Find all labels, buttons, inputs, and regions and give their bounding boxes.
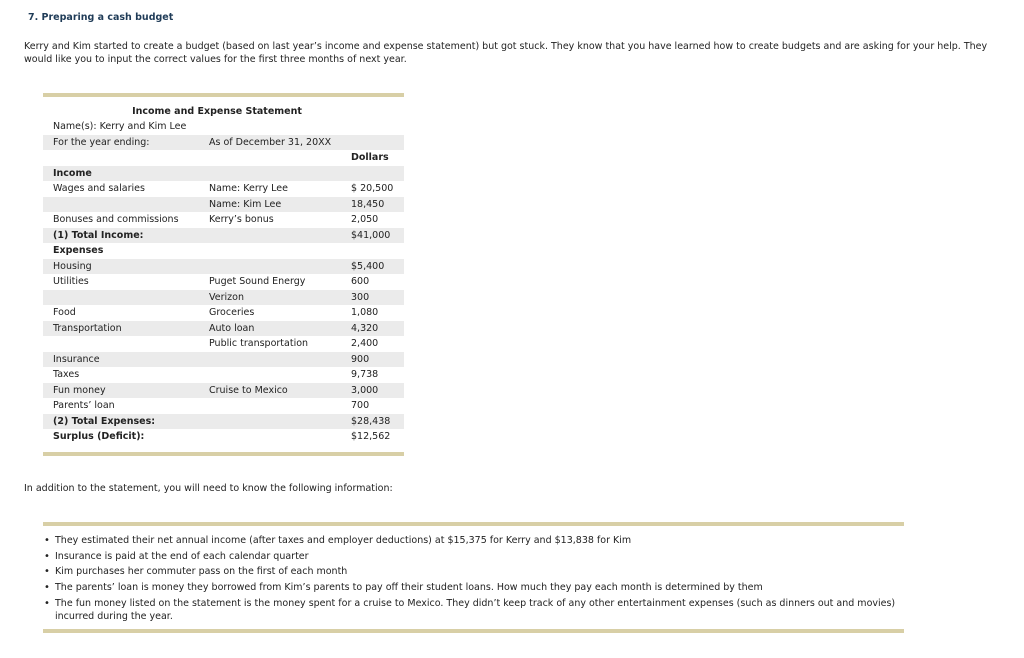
- statement-row: [43, 243, 404, 259]
- row-detail: Auto loan: [209, 322, 255, 334]
- row-category: Transportation: [53, 322, 122, 334]
- row-amount: 2,050: [351, 214, 379, 225]
- dollars-header: Dollars: [351, 152, 389, 163]
- row-category: Expenses: [53, 245, 104, 256]
- statement-row: [43, 259, 404, 275]
- bullet-dot-icon: •: [44, 597, 50, 609]
- row-detail: Puget Sound Energy: [209, 276, 306, 287]
- row-category: Surplus (Deficit):: [53, 431, 145, 442]
- additional-info-list: [43, 534, 904, 623]
- bullet-dot-icon: •: [44, 566, 50, 578]
- question-title: 7. Preparing a cash budget: [28, 12, 174, 23]
- row-category: Housing: [53, 260, 92, 272]
- bullet-dot-icon: •: [44, 550, 50, 562]
- row-detail: Cruise to Mexico: [209, 384, 288, 396]
- row-amount: $28,438: [351, 415, 391, 427]
- statement-row: [43, 352, 404, 368]
- row-category: (2) Total Expenses:: [53, 415, 156, 427]
- year-ending-value: As of December 31, 20XX: [209, 136, 332, 148]
- row-amount: $41,000: [351, 229, 391, 241]
- row-category: Parents’ loan: [53, 400, 115, 411]
- statement-row: [43, 429, 404, 445]
- bullet-dot-icon: •: [44, 535, 50, 546]
- additional-info-lead: In addition to the statement, you will need to know the following information:: [24, 483, 393, 494]
- row-category: Income: [53, 167, 92, 179]
- additional-info-box: [43, 522, 904, 633]
- info-bullet-text: The parents’ loan is money they borrowed from Kim’s parents to pay off their student loans. How much they pay each month is determined by them: [55, 582, 763, 594]
- statement-row: [43, 305, 404, 321]
- question-intro: Kerry and Kim started to create a budget (based on last year’s income and expense statement) but got stuck. They know that you have learned how to create budgets and are asking for your help. They would like you to input the correct values for the first three months of next year.: [24, 41, 988, 65]
- row-amount: 18,450: [351, 198, 385, 210]
- statement-row: [43, 398, 404, 414]
- row-category: Fun money: [53, 384, 106, 396]
- row-category: Taxes: [53, 369, 80, 380]
- row-category: Food: [53, 307, 76, 318]
- info-bullet: [44, 550, 904, 563]
- row-detail: Name: Kerry Lee: [209, 183, 288, 194]
- row-amount: 700: [351, 400, 370, 411]
- statement-rows: [43, 166, 404, 445]
- bullet-dot-icon: •: [44, 582, 50, 594]
- info-bullet-text: Insurance is paid at the end of each calendar quarter: [55, 550, 309, 562]
- row-amount: $ 20,500: [351, 183, 394, 194]
- info-bullet-text: Kim purchases her commuter pass on the first of each month: [55, 566, 348, 578]
- statement-row: [43, 321, 404, 337]
- row-category: Insurance: [53, 353, 100, 365]
- row-detail: Kerry’s bonus: [209, 214, 274, 225]
- info-bullet: [44, 565, 904, 578]
- row-amount: 2,400: [351, 338, 379, 349]
- statement-row: [43, 290, 404, 306]
- info-bullet: [44, 534, 904, 547]
- year-ending-label: For the year ending:: [53, 136, 150, 148]
- statement-year-row: [43, 135, 404, 151]
- info-bullet: [44, 597, 904, 623]
- row-amount: 3,000: [351, 384, 379, 396]
- row-amount: 900: [351, 353, 370, 365]
- statement-row: [43, 414, 404, 430]
- row-detail: Public transportation: [209, 338, 309, 349]
- row-amount: 300: [351, 291, 370, 303]
- statement-title: Income and Expense Statement: [132, 106, 302, 117]
- statement-row: [43, 197, 404, 213]
- row-category: Utilities: [53, 276, 89, 287]
- row-amount: 600: [351, 276, 370, 287]
- row-detail: Name: Kim Lee: [209, 198, 282, 210]
- statement-row: [43, 212, 404, 228]
- row-amount: 9,738: [351, 369, 379, 380]
- row-category: Wages and salaries: [53, 183, 145, 194]
- statement-row: [43, 274, 404, 290]
- row-category: (1) Total Income:: [53, 229, 144, 241]
- row-amount: 4,320: [351, 322, 379, 334]
- info-bullet-text: The fun money listed on the statement is the money spent for a cruise to Mexico. They didn’t keep track of any other entertainment expenses (such as dinners out and movies) incurred during the year.: [55, 597, 896, 622]
- statement-names-row: [43, 119, 404, 135]
- statement-row: [43, 166, 404, 182]
- info-bullet: [44, 581, 904, 594]
- statement-row: [43, 181, 404, 197]
- row-amount: $5,400: [351, 260, 385, 272]
- row-amount: 1,080: [351, 307, 379, 318]
- info-bullet-text: They estimated their net annual income (after taxes and employer deductions) at $15,375 for Kerry and $13,838 for Kim: [55, 535, 632, 546]
- statement-row: [43, 383, 404, 399]
- row-detail: Verizon: [209, 291, 244, 303]
- statement-bottom-spacer: [43, 445, 404, 452]
- income-expense-statement: [43, 93, 404, 456]
- statement-row: [43, 367, 404, 383]
- row-category: Bonuses and commissions: [53, 214, 179, 225]
- statement-row: [43, 336, 404, 352]
- row-amount: $12,562: [351, 431, 391, 442]
- statement-names: Name(s): Kerry and Kim Lee: [53, 121, 187, 132]
- statement-row: [43, 228, 404, 244]
- row-detail: Groceries: [209, 307, 255, 318]
- dollars-header-row: [43, 150, 404, 166]
